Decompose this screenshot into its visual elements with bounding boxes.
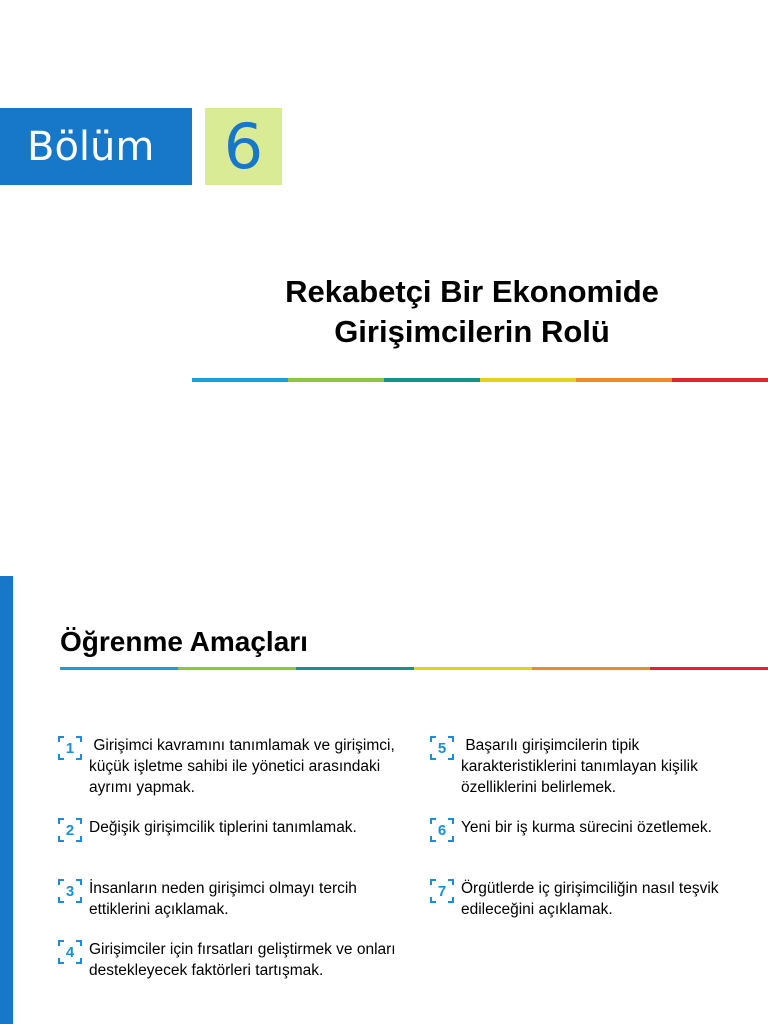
number-bracket-icon [58,940,82,964]
objective-text: İnsanların neden girişimci olmayı tercih ettiklerini açıklamak. [89,880,362,918]
number-bracket-icon [430,736,454,760]
objective-number: 4 [65,944,75,961]
chapter-label-box [0,108,192,185]
objective-item-3 [58,878,410,920]
stripe-segment [576,378,672,382]
number-bracket-icon [430,818,454,842]
chapter-title-line-1: Rekabetçi Bir Ekonomide [285,274,659,309]
stripe-segment [480,378,576,382]
title-color-stripe [192,378,768,382]
section-color-stripe [60,667,768,670]
objective-item-5 [430,735,752,798]
objective-item-1 [58,735,410,798]
objective-item-6 [430,817,752,842]
stripe-segment [384,378,480,382]
objective-text: Başarılı girişimcilerin tipik karakteristiklerini tanımlayan kişilik özelliklerini belirlemek. [461,737,703,796]
objective-number: 6 [437,822,447,839]
stripe-segment [60,667,178,670]
objective-item-4 [58,939,410,981]
chapter-title [192,272,752,352]
stripe-segment [288,378,384,382]
chapter-number: 6 [223,109,264,183]
objective-number: 7 [437,883,447,900]
left-accent-bar [0,576,13,1024]
chapter-number-box [205,108,282,185]
number-bracket-icon [58,736,82,760]
stripe-segment [178,667,296,670]
stripe-segment [532,667,650,670]
number-bracket-icon [58,818,82,842]
objective-number: 3 [65,883,75,900]
objective-text: Yeni bir iş kurma sürecini özetlemek. [461,819,712,836]
stripe-segment [650,667,768,670]
number-bracket-icon [430,879,454,903]
objective-text: Örgütlerde iç girişimciliğin nasıl teşvik edileceğini açıklamak. [461,880,723,918]
objective-text: Değişik girişimcilik tiplerini tanımlamak. [89,819,357,836]
section-heading: Öğrenme Amaçları [60,626,308,657]
objective-text: Girişimciler için fırsatları geliştirmek ve onları destekleyecek faktörleri tartışmak. [89,941,400,979]
stripe-segment [414,667,532,670]
stripe-segment [296,667,414,670]
objective-item-2 [58,817,410,842]
objective-number: 5 [437,740,447,757]
stripe-segment [672,378,768,382]
objective-number: 2 [65,822,75,839]
chapter-title-line-2: Girişimcilerin Rolü [334,314,610,349]
number-bracket-icon [58,879,82,903]
objective-item-7 [430,878,752,920]
objective-number: 1 [65,740,75,757]
stripe-segment [192,378,288,382]
objective-text: Girişimci kavramını tanımlamak ve girişimci, küçük işletme sahibi ile yönetici arasındaki ayrımı yapmak. [89,737,400,796]
chapter-label: Bölüm [27,123,155,170]
